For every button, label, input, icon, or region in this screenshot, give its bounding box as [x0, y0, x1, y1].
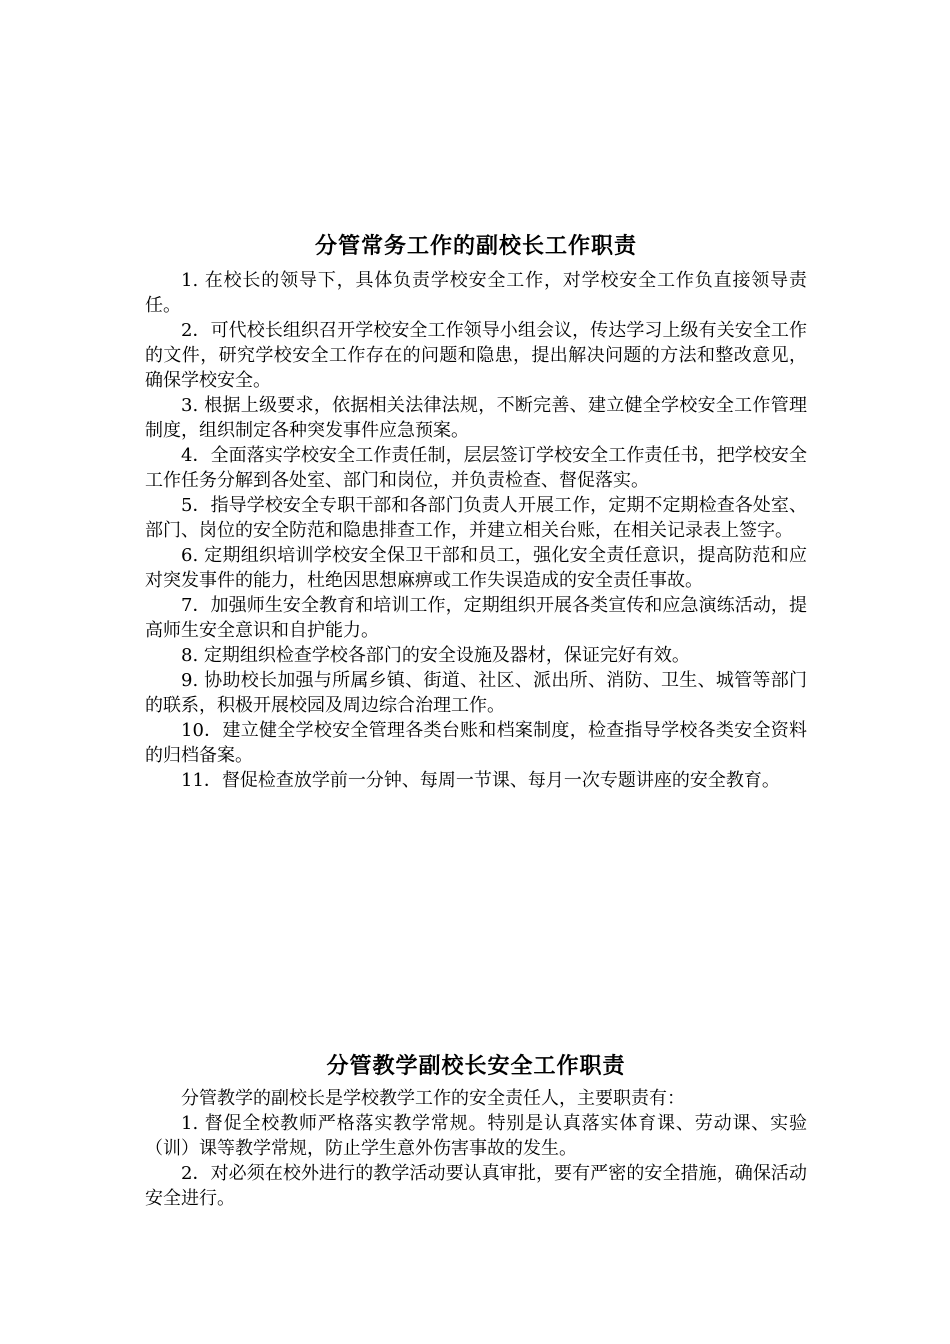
- duty-item-2: 2．可代校长组织召开学校安全工作领导小组会议，传达学习上级有关安全工作的文件，研究学校安全工作存在的问题和隐患，提出解决问题的方法和整改意见，确保学校安全。: [145, 320, 807, 391]
- duty-item-9: 9. 协助校长加强与所属乡镇、街道、社区、派出所、消防、卫生、城管等部门的联系，积极开展校园及周边综合治理工作。: [145, 670, 807, 716]
- duty-item-5: 5．指导学校安全专职干部和各部门负责人开展工作，定期不定期检查各处室、部门、岗位的安全防范和隐患排查工作，并建立相关台账，在相关记录表上签字。: [145, 495, 807, 541]
- duty-item-1: 1. 督促全校教师严格落实教学常规。特别是认真落实体育课、劳动课、实验（训）课等教学常规，防止学生意外伤害事故的发生。: [145, 1113, 807, 1159]
- duty-item-3: 3. 根据上级要求，依据相关法律法规，不断完善、建立健全学校安全工作管理制度，组织制定各种突发事件应急预案。: [145, 395, 807, 441]
- section-vice-principal-general-duties: [145, 232, 807, 793]
- duty-item-11: 11．督促检查放学前一分钟、每周一节课、每月一次专题讲座的安全教育。: [181, 770, 780, 791]
- duty-item-7: 7．加强师生安全教育和培训工作，定期组织开展各类宣传和应急演练活动，提高师生安全意识和自护能力。: [145, 595, 807, 641]
- duty-item-1: 1. 在校长的领导下，具体负责学校安全工作，对学校安全工作负直接领导责任。: [145, 270, 807, 316]
- section-title: 分管教学副校长安全工作职责: [326, 1054, 626, 1079]
- section-intro: 分管教学的副校长是学校教学工作的安全责任人，主要职责有：: [181, 1088, 685, 1109]
- duty-item-6: 6. 定期组织培训学校安全保卫干部和员工，强化安全责任意识，提高防范和应对突发事件的能力，杜绝因思想麻痹或工作失误造成的安全责任事故。: [145, 545, 807, 591]
- section-title: 分管常务工作的副校长工作职责: [314, 234, 637, 259]
- duty-item-2: 2．对必须在校外进行的教学活动要认真审批，要有严密的安全措施，确保活动安全进行。: [145, 1163, 807, 1209]
- duty-item-8: 8. 定期组织检查学校各部门的安全设施及器材，保证完好有效。: [181, 645, 690, 666]
- section-vice-principal-teaching-safety: [145, 1052, 807, 1211]
- duty-item-4: 4．全面落实学校安全工作责任制，层层签订学校安全工作责任书，把学校安全工作任务分解到各处室、部门和岗位，并负责检查、督促落实。: [145, 445, 807, 491]
- duty-item-10: 10．建立健全学校安全管理各类台账和档案制度，检查指导学校各类安全资料的归档备案。: [145, 720, 807, 766]
